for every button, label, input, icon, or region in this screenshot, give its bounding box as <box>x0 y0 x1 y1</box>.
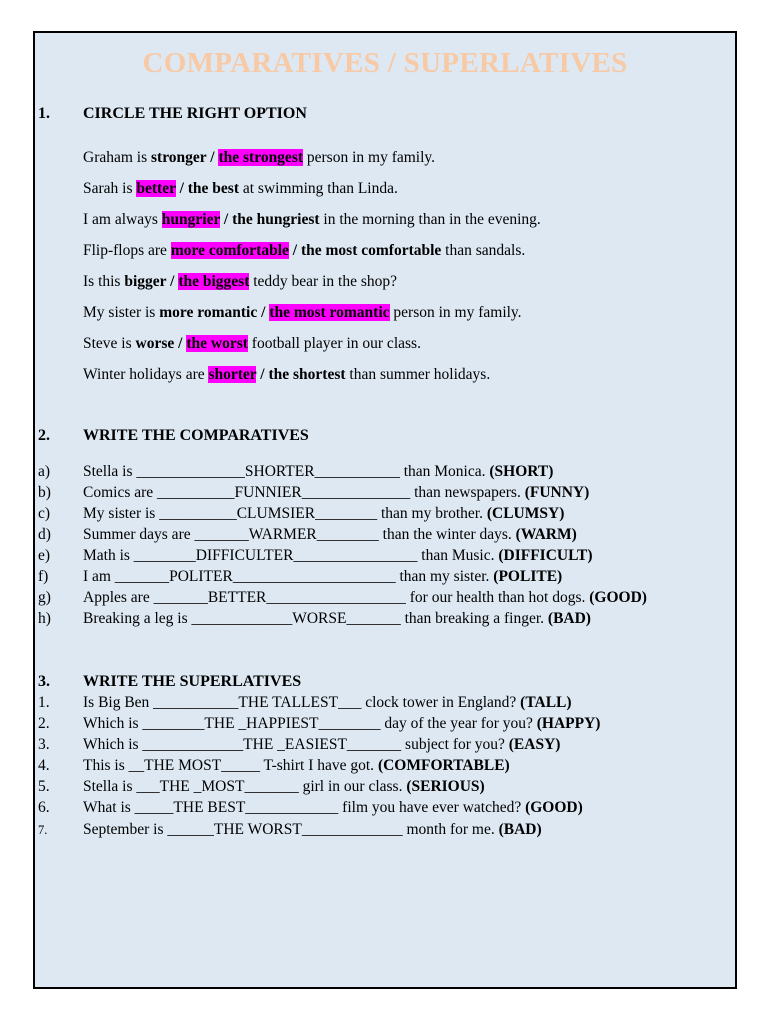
option-separator: / <box>174 335 187 352</box>
item-text <box>83 484 589 502</box>
option-1[interactable]: bigger <box>124 273 167 290</box>
option-1[interactable]: worse <box>135 335 175 352</box>
option-1[interactable]: more romantic <box>159 304 258 321</box>
sentence-text: Is this <box>83 273 125 290</box>
option-2[interactable]: the most comfortable <box>300 242 442 259</box>
answer-sentence[interactable]: Is Big Ben ___________THE TALLEST___ clock tower in England? <box>83 694 521 711</box>
item-label: e) <box>38 547 51 564</box>
option-separator: / <box>206 149 219 166</box>
answer-sentence[interactable]: Which is ________THE _HAPPIEST________ day of the year for you? <box>83 715 537 732</box>
item-hint: (HAPPY) <box>536 715 601 732</box>
page-title: COMPARATIVES / SUPERLATIVES <box>142 47 628 79</box>
answer-sentence[interactable]: September is ______THE WORST_____________ month for me. <box>83 821 499 838</box>
item-label: h) <box>38 610 51 627</box>
item-text <box>83 694 572 712</box>
answer-sentence[interactable]: Comics are __________FUNNIER______________ than newspapers. <box>83 484 525 501</box>
item-hint: (DIFFICULT) <box>498 547 593 564</box>
item-label: 1. <box>38 694 50 711</box>
section-title: WRITE THE COMPARATIVES <box>83 427 309 444</box>
item-label: a) <box>38 463 51 480</box>
item-hint: (CLUMSY) <box>486 505 565 522</box>
sentence-text: football player in our class. <box>247 335 421 352</box>
option-2[interactable]: the biggest <box>178 273 250 290</box>
option-2[interactable]: the strongest <box>218 149 304 166</box>
option-1[interactable]: shorter <box>208 366 257 383</box>
section-number: 3. <box>38 673 50 690</box>
sentence-line <box>83 335 421 353</box>
item-hint: (BAD) <box>498 821 542 838</box>
item-hint: (POLITE) <box>493 568 563 585</box>
item-label: g) <box>38 589 51 606</box>
sentence-text: than sandals. <box>441 242 526 259</box>
item-text <box>83 526 577 544</box>
item-hint: (FUNNY) <box>524 484 590 501</box>
item-text <box>83 589 647 607</box>
item-label: 3. <box>38 736 50 753</box>
option-2[interactable]: the best <box>187 180 239 197</box>
item-text <box>83 736 560 754</box>
sentence-line <box>83 273 397 291</box>
sentence-text: teddy bear in the shop? <box>249 273 397 290</box>
sentence-line <box>83 180 398 198</box>
option-1[interactable]: better <box>136 180 176 197</box>
option-1[interactable]: stronger <box>151 149 207 166</box>
section-number: 2. <box>38 427 50 444</box>
sentence-line <box>83 366 490 384</box>
option-separator: / <box>257 304 270 321</box>
answer-sentence[interactable]: My sister is __________CLUMSIER________ than my brother. <box>83 505 487 522</box>
item-text <box>83 505 564 523</box>
option-separator: / <box>256 366 269 383</box>
section-title: WRITE THE SUPERLATIVES <box>83 673 302 690</box>
answer-sentence[interactable]: Which is _____________THE _EASIEST_______ subject for you? <box>83 736 509 753</box>
answer-sentence[interactable]: I am _______POLITER_____________________ than my sister. <box>83 568 494 585</box>
sentence-line <box>83 149 435 167</box>
item-label: 6. <box>38 799 50 816</box>
item-hint: (GOOD) <box>525 799 583 816</box>
option-separator: / <box>288 242 301 259</box>
sentence-line <box>83 242 525 260</box>
item-hint: (SERIOUS) <box>406 778 485 795</box>
item-label: d) <box>38 526 51 543</box>
option-2[interactable]: the worst <box>186 335 248 352</box>
item-text <box>83 463 553 481</box>
item-label: c) <box>38 505 51 522</box>
item-hint: (GOOD) <box>589 589 647 606</box>
sentence-text: My sister is <box>83 304 160 321</box>
item-label: 7. <box>38 823 48 837</box>
item-label: 2. <box>38 715 50 732</box>
item-text <box>83 715 600 733</box>
answer-sentence[interactable]: Math is ________DIFFICULTER________________ than Music. <box>83 547 499 564</box>
item-hint: (EASY) <box>508 736 561 753</box>
sentence-text: Flip-flops are <box>83 242 171 259</box>
sentence-text: than summer holidays. <box>345 366 491 383</box>
item-text <box>83 799 583 817</box>
sentence-text: person in my family. <box>303 149 436 166</box>
option-1[interactable]: hungrier <box>161 211 221 228</box>
item-text <box>83 778 485 796</box>
sentence-text: in the morning than in the evening. <box>319 211 541 228</box>
option-separator: / <box>220 211 233 228</box>
item-text <box>83 821 542 839</box>
answer-sentence[interactable]: Stella is ___THE _MOST_______ girl in our class. <box>83 778 407 795</box>
option-separator: / <box>175 180 188 197</box>
answer-sentence[interactable]: Summer days are _______WARMER________ than the winter days. <box>83 526 516 543</box>
option-1[interactable]: more comfortable <box>170 242 289 259</box>
option-2[interactable]: the shortest <box>268 366 346 383</box>
sentence-text: Sarah is <box>83 180 137 197</box>
item-hint: (SHORT) <box>489 463 554 480</box>
section-number: 1. <box>38 105 50 122</box>
item-text <box>83 757 510 775</box>
sentence-text: at swimming than Linda. <box>239 180 398 197</box>
item-text <box>83 610 591 628</box>
answer-sentence[interactable]: Breaking a leg is _____________WORSE_______ than breaking a finger. <box>83 610 548 627</box>
item-label: b) <box>38 484 51 501</box>
sentence-text: Graham is <box>83 149 152 166</box>
sentence-line <box>83 211 541 229</box>
item-label: 4. <box>38 757 50 774</box>
answer-sentence[interactable]: Stella is ______________SHORTER___________ than Monica. <box>83 463 490 480</box>
answer-sentence[interactable]: This is __THE MOST_____ T-shirt I have got. <box>83 757 378 774</box>
item-hint: (TALL) <box>520 694 572 711</box>
item-hint: (WARM) <box>515 526 577 543</box>
item-label: f) <box>38 568 49 585</box>
sentence-text: I am always <box>83 211 162 228</box>
sentence-line <box>83 304 522 322</box>
option-2[interactable]: the hungriest <box>232 211 320 228</box>
answer-sentence[interactable]: What is _____THE BEST____________ film you have ever watched? <box>83 799 526 816</box>
option-2[interactable]: the most romantic <box>269 304 390 321</box>
item-hint: (BAD) <box>547 610 591 627</box>
section-title: CIRCLE THE RIGHT OPTION <box>83 105 307 122</box>
item-text <box>83 568 562 586</box>
item-text <box>83 547 593 565</box>
item-hint: (COMFORTABLE) <box>377 757 510 774</box>
sentence-text: person in my family. <box>389 304 522 321</box>
option-separator: / <box>166 273 179 290</box>
answer-sentence[interactable]: Apples are _______BETTER__________________ for our health than hot dogs. <box>83 589 590 606</box>
sentence-text: Winter holidays are <box>83 366 209 383</box>
item-label: 5. <box>38 778 50 795</box>
sentence-text: Steve is <box>83 335 136 352</box>
worksheet <box>33 31 737 989</box>
